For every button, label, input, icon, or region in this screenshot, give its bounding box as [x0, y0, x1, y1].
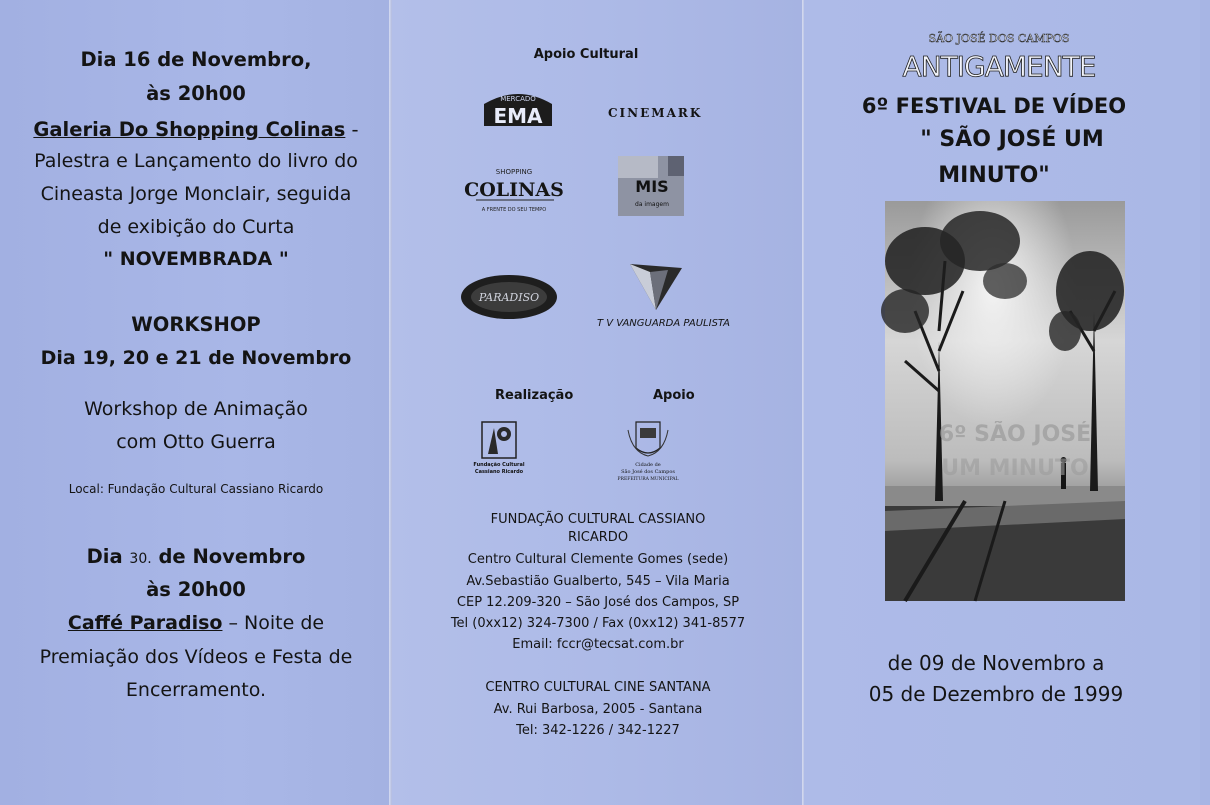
svg-text:Fundação Cultural: Fundação Cultural — [473, 462, 525, 468]
workshop-dates: Dia 19, 20 e 21 de Novembro — [40, 347, 352, 369]
address-line: Centro Cultural Clemente Gomes (sede) — [467, 552, 729, 567]
left-panel — [0, 0, 392, 805]
svg-text:da imagem: da imagem — [635, 201, 669, 208]
event3-date-prefix: Dia — [86, 545, 130, 568]
event1-venue-suffix: - — [345, 118, 359, 141]
festival-title: MINUTO" — [938, 163, 1050, 188]
event1-date: Dia 16 de Novembro, — [80, 48, 312, 71]
workshop-heading: WORKSHOP — [131, 313, 261, 336]
festival-dates: 05 de Dezembro de 1999 — [868, 682, 1124, 706]
address-line: RICARDO — [567, 530, 629, 545]
svg-text:MERCADO: MERCADO — [500, 95, 536, 103]
svg-text:UM MINUTO: UM MINUTO — [941, 456, 1089, 481]
event1-line: de exibição do Curta — [97, 216, 295, 238]
event3-line: Encerramento. — [125, 679, 267, 701]
event3-venue: Caffé Paradiso — [67, 612, 223, 634]
address2-line: CENTRO CULTURAL CINE SANTANA — [485, 680, 711, 695]
address-line: CEP 12.209-320 – São José dos Campos, SP — [456, 595, 740, 610]
svg-text:6º SÃO JOSÉ: 6º SÃO JOSÉ — [938, 422, 1092, 447]
event1-venue-line — [0, 118, 392, 141]
address-line: Av.Sebastião Gualberto, 545 – Vila Maria — [466, 574, 730, 589]
event3-venue-suffix: – Noite de — [222, 612, 325, 634]
tv-vanguarda-logo — [628, 260, 684, 312]
event3-line: Premiação dos Vídeos e Festa de — [39, 646, 353, 668]
event1-line: Palestra e Lançamento do livro do — [34, 150, 358, 172]
sponsors-heading: Apoio Cultural — [533, 47, 639, 62]
address2-line: Tel: 342-1226 / 342-1227 — [516, 723, 680, 738]
right-panel — [804, 0, 1200, 805]
svg-text:MIS: MIS — [635, 177, 669, 196]
realizacao-label: Realização — [495, 388, 574, 403]
svg-text:A FRENTE DO SEU TEMPO: A FRENTE DO SEU TEMPO — [481, 207, 547, 213]
cinemark-logo: CINEMARK — [608, 106, 703, 120]
svg-text:SHOPPING: SHOPPING — [495, 168, 533, 176]
event3-date — [0, 545, 392, 568]
event1-time: às 20h00 — [146, 82, 246, 105]
address2-line: Av. Rui Barbosa, 2005 - Santana — [493, 702, 703, 717]
workshop-line: com Otto Guerra — [116, 431, 276, 453]
event3-date-day: 30. — [129, 551, 152, 567]
festival-photo — [885, 201, 1125, 601]
ema-logo — [478, 86, 558, 132]
email-line: Email: fccr@tecsat.com.br — [512, 637, 684, 652]
paradiso-logo — [460, 274, 558, 320]
svg-text:COLINAS: COLINAS — [464, 179, 564, 201]
event3-venue-line — [0, 612, 392, 634]
svg-text:ANTIGAMENTE: ANTIGAMENTE — [902, 50, 1096, 83]
prefeitura-crest-logo — [610, 418, 686, 484]
svg-text:SÃO JOSÉ DOS CAMPOS: SÃO JOSÉ DOS CAMPOS — [928, 32, 1070, 45]
fccr-logo — [473, 420, 525, 478]
svg-text:Cassiano Ricardo: Cassiano Ricardo — [474, 469, 524, 475]
svg-text:EMA: EMA — [493, 104, 543, 128]
event1-line: Cineasta Jorge Monclair, seguida — [40, 183, 352, 205]
svg-text:Cidade de: Cidade de — [635, 462, 661, 468]
antigamente-logo — [902, 28, 1096, 84]
colinas-logo — [464, 164, 564, 218]
event1-venue: Galeria Do Shopping Colinas — [33, 118, 346, 141]
address-line: Tel (0xx12) 324-7300 / Fax (0xx12) 341-8577 — [450, 616, 746, 631]
mis-logo — [618, 156, 684, 216]
svg-text:São José dos Campos: São José dos Campos — [621, 469, 675, 475]
address-line: FUNDAÇÃO CULTURAL CASSIANO — [490, 512, 706, 527]
festival-title: 6º FESTIVAL DE VÍDEO — [861, 94, 1127, 118]
event3-date-suffix: de Novembro — [151, 545, 306, 568]
tv-vanguarda-label: T V VANGUARDA PAULISTA — [597, 318, 730, 329]
workshop-line: Workshop de Animação — [84, 398, 308, 420]
svg-text:PARADISO: PARADISO — [478, 291, 540, 304]
event3-time: às 20h00 — [146, 578, 246, 601]
apoio-label: Apoio — [653, 388, 695, 403]
middle-panel — [392, 0, 804, 805]
festival-title: " SÃO JOSÉ UM — [920, 127, 1104, 152]
svg-text:PREFEITURA MUNICIPAL: PREFEITURA MUNICIPAL — [617, 477, 679, 482]
workshop-location: Local: Fundação Cultural Cassiano Ricardo — [68, 482, 324, 496]
festival-dates: de 09 de Novembro a — [887, 651, 1105, 675]
event1-film: " NOVEMBRADA " — [103, 248, 289, 270]
